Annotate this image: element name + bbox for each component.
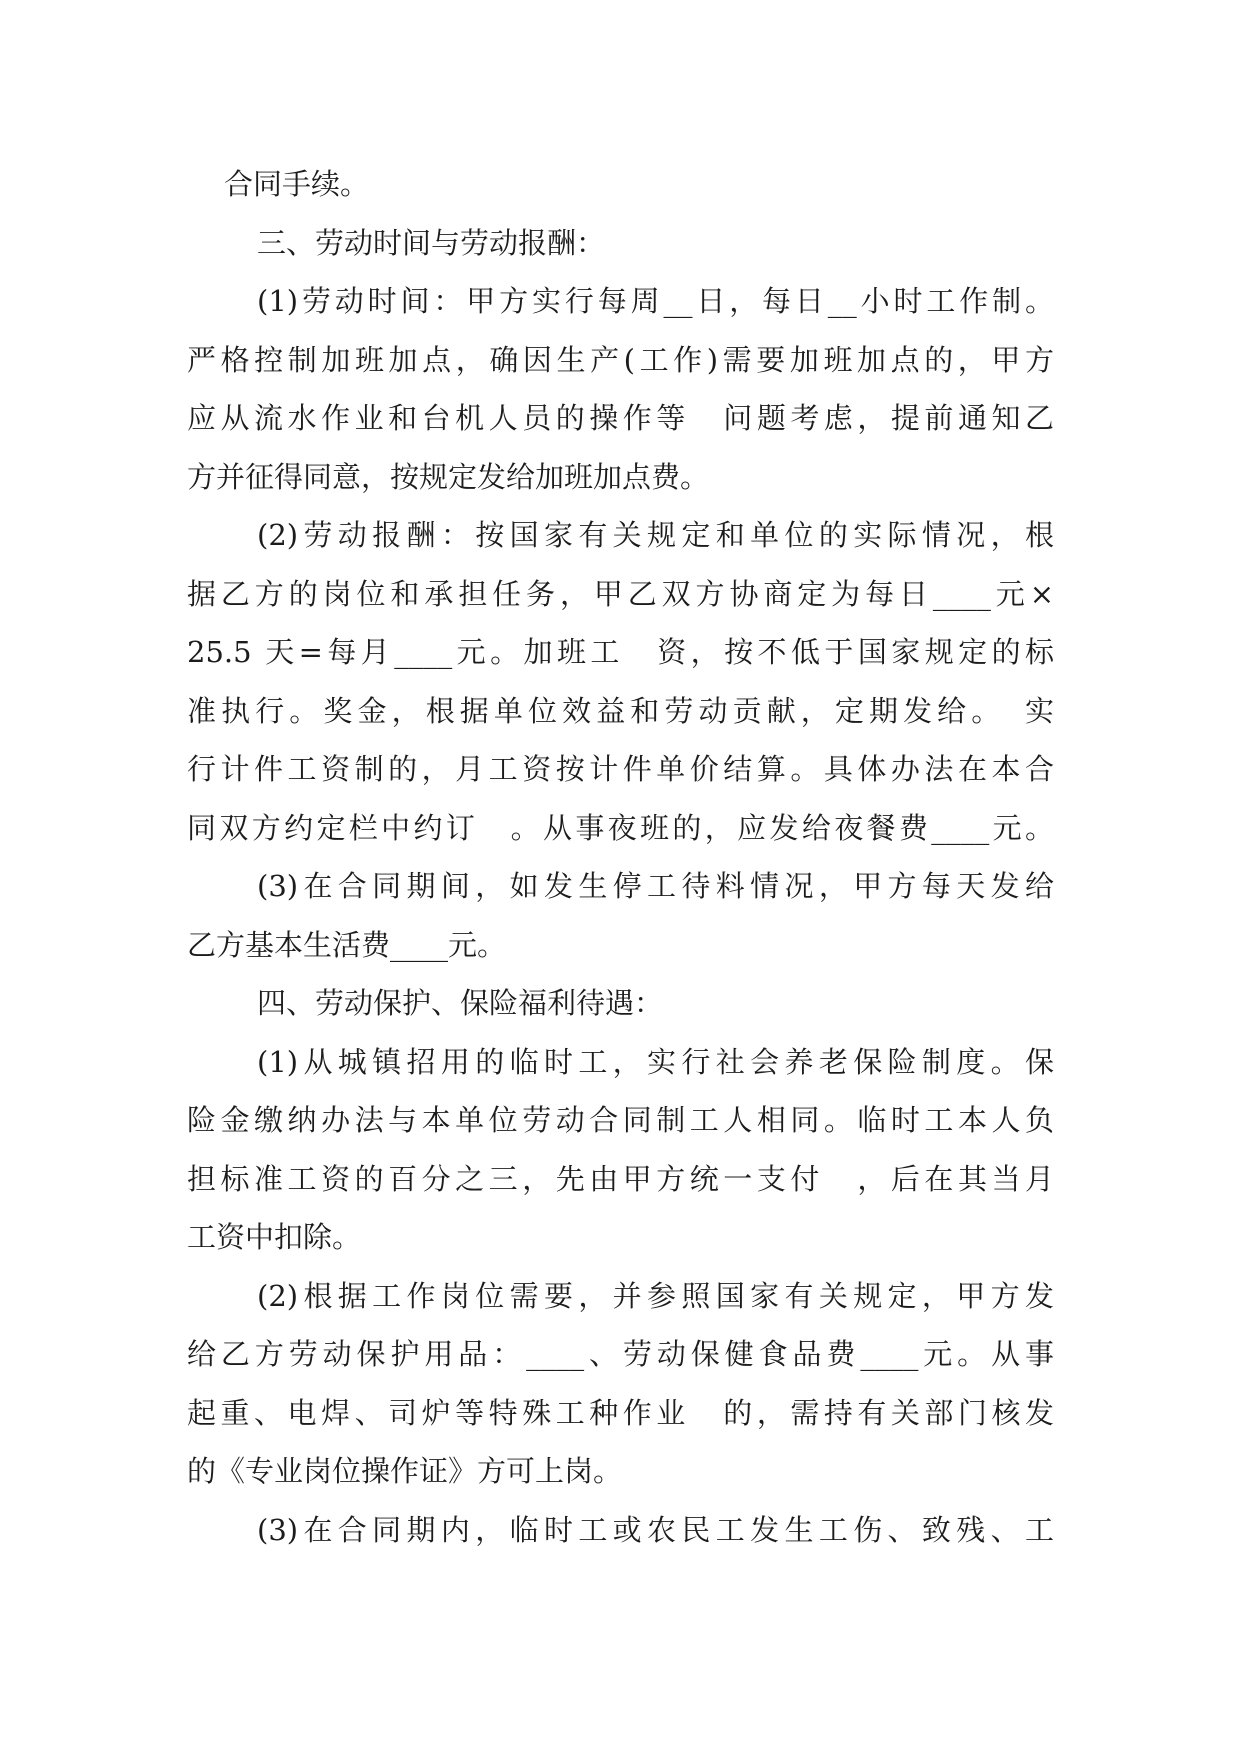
- text-line: (1)劳动时间：甲方实行每周__日，每日__小时工作制。: [257, 284, 1054, 318]
- text-line: 据乙方的岗位和承担任务，甲乙双方协商定为每日____元×: [187, 576, 1054, 611]
- section-heading-working-hours: [187, 214, 1054, 273]
- text-line: 工资中扣除。: [187, 1220, 362, 1254]
- text-line: 严格控制加班加点，确因生产(工作)需要加班加点的，甲方: [187, 342, 1054, 377]
- section-heading-labor-protection: [187, 974, 1054, 1033]
- text-line: (3)在合同期间，如发生停工待料情况，甲方每天发给: [257, 869, 1054, 903]
- text-line: 乙方基本生活费____元。: [187, 927, 507, 962]
- text-line: 25.5 天=每月____元。加班工 资，按不低于国家规定的标: [187, 635, 1054, 669]
- paragraph-working-hours: [187, 272, 1054, 506]
- text-line: 合同手续。: [224, 167, 370, 201]
- text-line: 准执行。奖金，根据单位效益和劳动贡献，定期发给。 实: [187, 693, 1054, 728]
- text-line: 应从流水作业和台机人员的操作等 问题考虑，提前通知乙: [187, 401, 1054, 435]
- paragraph-pension-insurance: [187, 1033, 1054, 1267]
- paragraph-work-stoppage: [187, 857, 1054, 974]
- text-line: (2)劳动报酬：按国家有关规定和单位的实际情况，根: [257, 518, 1054, 552]
- text-line: 同双方约定栏中约订 。从事夜班的，应发给夜餐费____元。: [187, 810, 1054, 845]
- text-line: 的《专业岗位操作证》方可上岗。: [187, 1454, 623, 1488]
- text-line: 方并征得同意，按规定发给加班加点费。: [187, 459, 710, 494]
- paragraph-work-injury: [187, 1501, 1054, 1560]
- text-line: 起重、电焊、司炉等特殊工种作业 的，需持有关部门核发: [187, 1395, 1054, 1430]
- paragraph-continuation: [187, 155, 1054, 214]
- text-line: (2)根据工作岗位需要，并参照国家有关规定，甲方发: [257, 1278, 1054, 1313]
- paragraph-remuneration: [187, 506, 1054, 857]
- paragraph-protective-equipment: [187, 1267, 1054, 1501]
- document-body: [187, 155, 1054, 1559]
- section-heading: 四、劳动保护、保险福利待遇：: [257, 986, 664, 1020]
- text-line: 给乙方劳动保护用品：____、劳动保健食品费____元。从事: [187, 1337, 1054, 1371]
- text-line: 行计件工资制的，月工资按计件单价结算。具体办法在本合: [187, 752, 1054, 786]
- text-line: 险金缴纳办法与本单位劳动合同制工人相同。临时工本人负: [187, 1103, 1054, 1137]
- text-line: (1)从城镇招用的临时工，实行社会养老保险制度。保: [257, 1044, 1054, 1079]
- section-heading: 三、劳动时间与劳动报酬：: [257, 225, 606, 260]
- text-line: (3)在合同期内，临时工或农民工发生工伤、致残、工: [257, 1512, 1054, 1547]
- text-line: 担标准工资的百分之三，先由甲方统一支付 ，后在其当月: [187, 1161, 1054, 1196]
